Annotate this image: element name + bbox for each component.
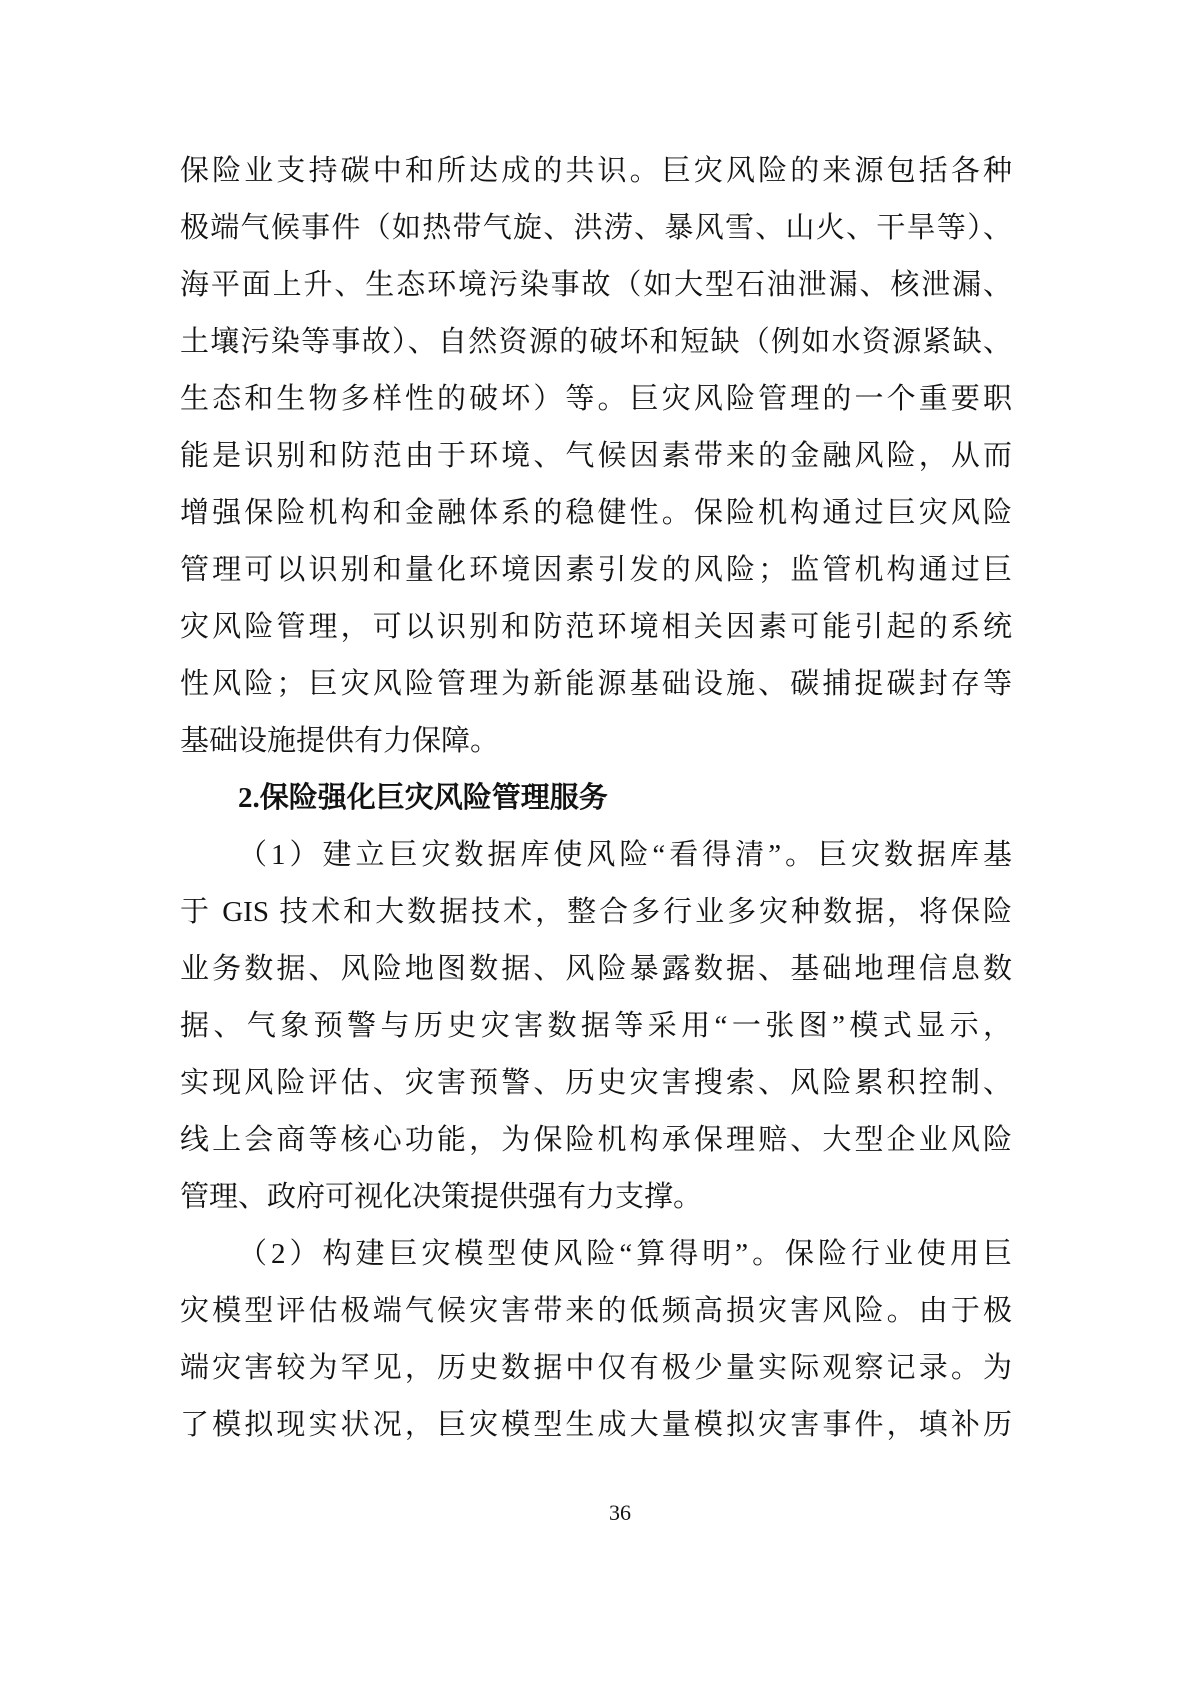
text-line: 增强保险机构和金融体系的稳健性。保险机构通过巨灾风险 [180,497,1012,529]
text-line: 灾模型评估极端气候灾害带来的低频高损灾害风险。由于极 [180,1295,1012,1327]
paragraph [180,827,1012,1226]
text-line: 海平面上升、生态环境污染事故（如大型石油泄漏、核泄漏、 [180,269,1012,301]
text-line: 保险业支持碳中和所达成的共识。巨灾风险的来源包括各种 [180,155,1012,187]
text-line: （2）构建巨灾模型使风险“算得明”。保险行业使用巨 [238,1238,1012,1270]
text-line: 生态和生物多样性的破坏）等。巨灾风险管理的一个重要职 [180,383,1012,415]
text-line: 灾风险管理，可以识别和防范环境相关因素可能引起的系统 [180,611,1012,643]
text-line: 管理可以识别和量化环境因素引发的风险；监管机构通过巨 [180,554,1012,586]
section-heading [180,770,1012,827]
paragraph [180,143,1012,770]
text-line: 业务数据、风险地图数据、风险暴露数据、基础地理信息数 [180,953,1012,985]
text-line: 端灾害较为罕见，历史数据中仅有极少量实际观察记录。为 [180,1352,1012,1384]
text-line: 线上会商等核心功能，为保险机构承保理赔、大型企业风险 [180,1124,1012,1156]
paragraph [180,1226,1012,1454]
text-line: 极端气候事件（如热带气旋、洪涝、暴风雪、山火、干旱等）、 [180,212,1012,244]
text-line: 性风险；巨灾风险管理为新能源基础设施、碳捕捉碳封存等 [180,668,1012,700]
text-line: 了模拟现实状况，巨灾模型生成大量模拟灾害事件，填补历 [180,1409,1012,1441]
text-line: 据、气象预警与历史灾害数据等采用“一张图”模式显示， [180,1010,1012,1042]
text-line: 实现风险评估、灾害预警、历史灾害搜索、风险累积控制、 [180,1067,1012,1099]
document-text [180,143,1012,1454]
text-line: 管理、政府可视化决策提供强有力支撑。 [180,1181,703,1213]
text-line: 于 GIS 技术和大数据技术，整合多行业多灾种数据，将保险 [180,896,1012,928]
text-line: 土壤污染等事故）、自然资源的破坏和短缺（例如水资源紧缺、 [180,326,1012,358]
text-line: （1）建立巨灾数据库使风险“看得清”。巨灾数据库基 [238,839,1012,871]
text-line: 能是识别和防范由于环境、气候因素带来的金融风险，从而 [180,440,1012,472]
page-number: 36 [609,1500,631,1525]
text-line: 2.保险强化巨灾风险管理服务 [238,782,608,814]
text-line: 基础设施提供有力保障。 [180,725,500,757]
